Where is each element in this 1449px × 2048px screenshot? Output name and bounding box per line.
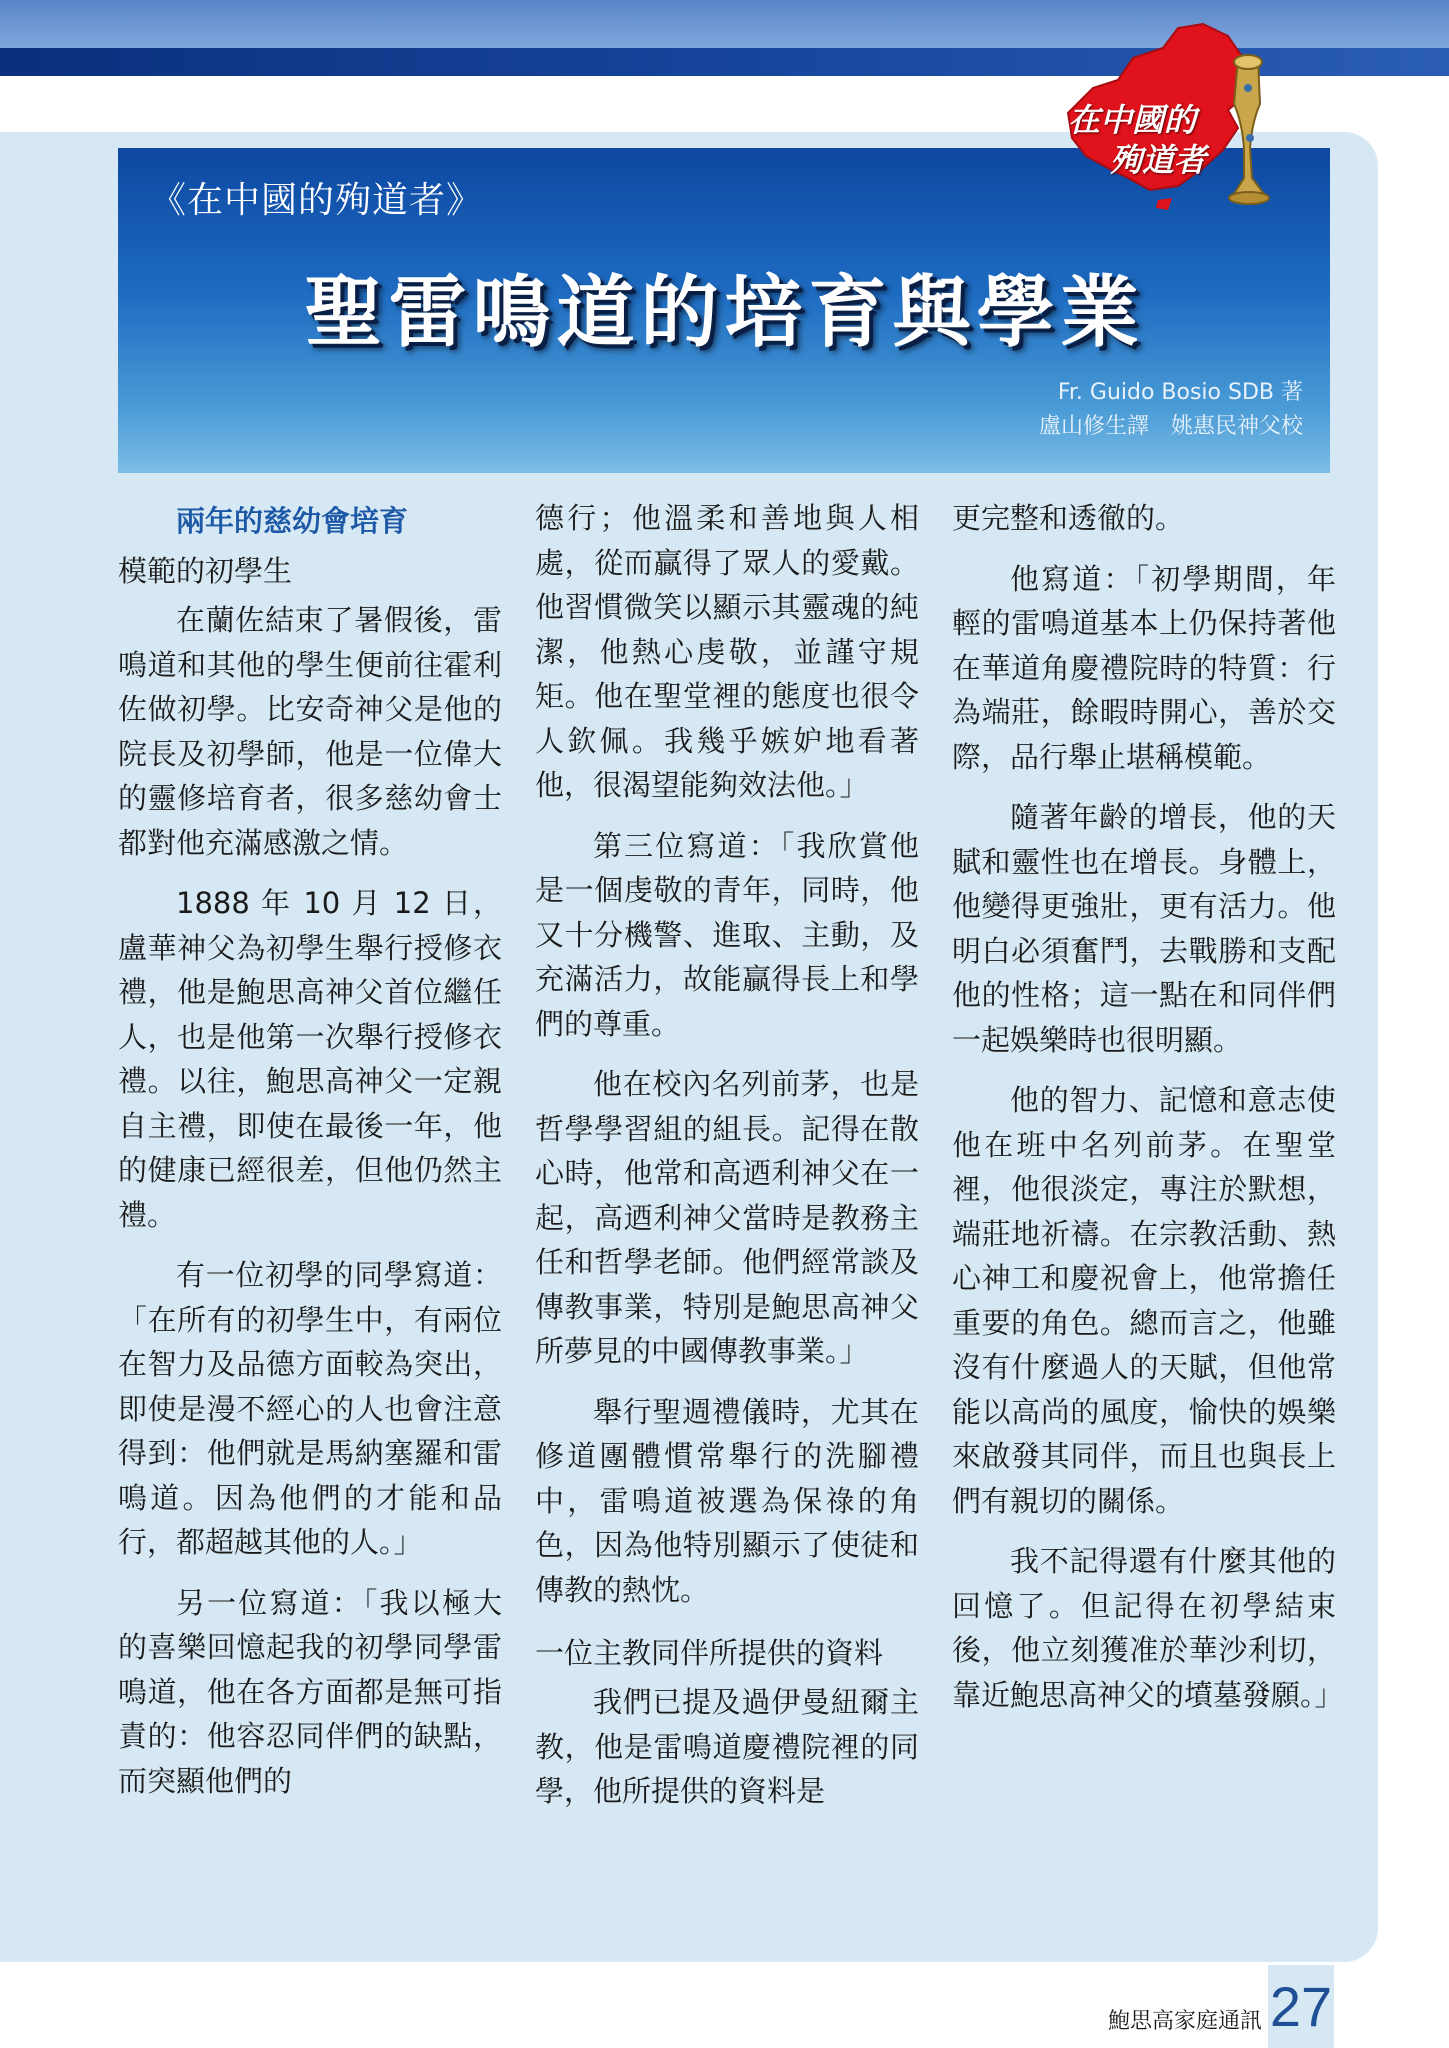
subheading: 一位主教同伴所提供的資料 (535, 1636, 884, 1670)
paragraph: 更完整和透徹的。 (952, 501, 1185, 535)
paragraph: 他的智力、記憶和意志使他在班中名列前茅。在聖堂裡，他很淡定，專注於默想，端莊地祈禱。在宗教活動、熱心神工和慶祝會上，他常擔任重要的角色。總而言之，他雖沒有什麼過人的天賦，但他常能以高尚的風度，愉快的娛樂來啟發其同伴，而且也與長上們有親切的關係。 (952, 1083, 1336, 1518)
paragraph: 第三位寫道：「我欣賞他是一個虔敬的青年，同時，他又十分機警、進取、主動，及充滿活力，故能贏得長上和學們的尊重。 (535, 828, 919, 1041)
section-heading: 兩年的慈幼會培育 (176, 504, 409, 538)
series-title: 《在中國的殉道者》 (150, 180, 484, 221)
subheading: 模範的初學生 (118, 554, 293, 588)
paragraph: 我不記得還有什麼其他的回憶了。但記得在初學結束後，他立刻獲准於華沙利切，靠近鮑思高神父的墳墓發願。」 (952, 1544, 1344, 1712)
paragraph: 他在校內名列前茅，也是哲學學習組的組長。記得在散心時，他常和高迺利神父在一起，高迺利神父當時是教務主任和哲學老師。他們經常談及傳教事業，特別是鮑思高神父所夢見的中國傳教事業。」 (535, 1067, 919, 1368)
column-1 (118, 496, 502, 1819)
paragraph: 另一位寫道：「我以極大的喜樂回憶起我的初學同學雷鳴道，他在各方面都是無可指責的：他容忍同伴們的缺點，而突顯他們的 (118, 1585, 502, 1798)
paragraph: 他寫道：「初學期間，年輕的雷鳴道基本上仍保持著他在華道角慶禮院時的特質：行為端莊，餘暇時開心，善於交際，品行舉止堪稱模範。 (952, 561, 1336, 774)
hainan-island (1156, 198, 1172, 210)
author-line: Fr. Guido Bosio SDB 著 (1057, 380, 1303, 405)
paragraph: 有一位初學的同學寫道：「在所有的初學生中，有兩位在智力及品德方面較為突出，即使是漫不經心的人也會注意得到：他們就是馬納塞羅和雷鳴道。因為他們的才能和品行，都超越其他的人。」 (118, 1258, 502, 1559)
paragraph: 隨著年齡的增長，他的天賦和靈性也在增長。身體上，他變得更強壯，更有活力。他明白必須奮鬥，去戰勝和支配他的性格；這一點在和同伴們一起娛樂時也很明顯。 (952, 800, 1336, 1057)
page-number: 27 (1268, 1965, 1334, 2048)
paragraph: 舉行聖週禮儀時，尤其在修道團體慣常舉行的洗腳禮中，雷鳴道被選為保祿的角色，因為他特別顯示了使徒和傳教的熱忱。 (535, 1394, 919, 1607)
publication-name: 鮑思高家庭通訊 (1107, 2009, 1262, 2034)
paragraph: 德行；他溫柔和善地與人相處，從而贏得了眾人的愛戴。他習慣微笑以顯示其靈魂的純潔，他熱心虔敬，並謹守規矩。他在聖堂裡的態度也很令人欽佩。我幾乎嫉妒地看著他，很渴望能夠效法他。」 (535, 501, 919, 802)
page-title: 聖雷鳴道的培育與學業 (304, 268, 1145, 358)
emblem-line1: 在中國的 (1068, 101, 1197, 139)
emblem-text (1068, 100, 1206, 180)
column-2 (535, 496, 919, 1830)
paragraph: 1888 年 10 月 12 日，盧華神父為初學生舉行授修衣禮，他是鮑思高神父首位繼任人，也是他第一次舉行授修衣禮。以往，鮑思高神父一定親自主禮，即使在最後一年，他的健康已經很差，但他仍然主禮。 (118, 886, 502, 1232)
translator-line: 盧山修生譯 姚惠民神父校 (1038, 414, 1303, 439)
emblem-line2: 殉道者 (1110, 141, 1207, 179)
column-3 (952, 496, 1344, 1733)
paragraph: 在蘭佐結束了暑假後，雷鳴道和其他的學生便前往霍利佐做初學。比安奇神父是他的院長及初學師，他是一位偉大的靈修培育者，很多慈幼會士都對他充滿感激之情。 (118, 603, 502, 860)
author-credit (1039, 376, 1303, 444)
paragraph: 我們已提及過伊曼紐爾主教，他是雷鳴道慶禮院裡的同學，他所提供的資料是 (535, 1685, 919, 1808)
